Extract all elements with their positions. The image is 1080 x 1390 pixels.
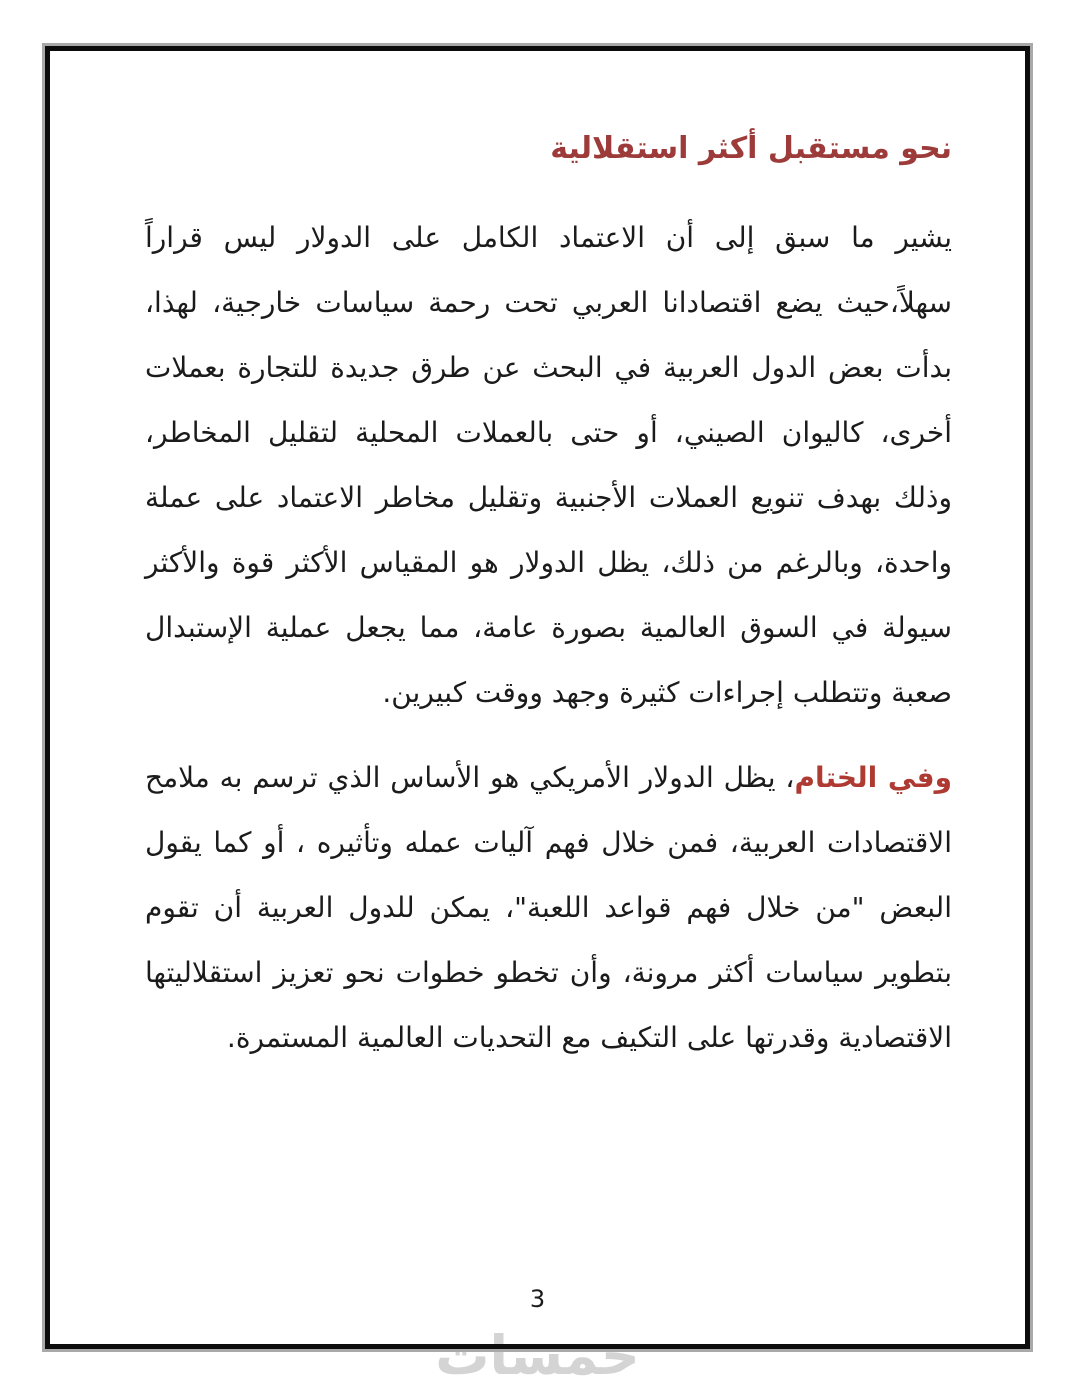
page-content [45,46,1030,1070]
conclusion-body-text: ، يظل الدولار الأمريكي هو الأساس الذي ترسم به ملامح الاقتصادات العربية، فمن خلال فهم آليات عمله وتأثيره ، أو كما يقول البعض "من خلال فهم قواعد اللعبة"، يمكن للدول العربية أن تقوم بتطوير سياسات أكثر مرونة، وأن تخطو خطوات نحو تعزيز استقلاليتها الاقتصادية وقدرتها على التكيف مع التحديات العالمية المستمرة. [145,761,952,1054]
khamsat-watermark: خمسات [435,1324,640,1387]
section-heading: نحو مستقبل أكثر استقلالية [550,131,952,166]
conclusion-lead-text: وفي الختام [794,761,952,794]
document-page [45,46,1030,1387]
paragraph-body: يشير ما سبق إلى أن الاعتماد الكامل على الدولار ليس قراراً سهلاً،حيث يضع اقتصادانا العربي تحت رحمة سياسات خارجية، لهذا، بدأت بعض الدول العربية في البحث عن طرق جديدة للتجارة بعملات أخرى، كاليوان الصيني، أو حتى بالعملات المحلية لتقليل المخاطر، وذلك بهدف تنويع العملات الأجنبية وتقليل مخاطر الاعتماد على عملة واحدة، وبالرغم من ذلك، يظل الدولار هو المقياس الأكثر قوة والأكثر سيولة في السوق العالمية بصورة عامة، مما يجعل عملية الإستبدال صعبة وتتطلب إجراءات كثيرة وجهد ووقت كبيرين. [145,221,952,709]
page-number: 3 [529,1285,546,1313]
paragraph-conclusion [145,745,952,1070]
